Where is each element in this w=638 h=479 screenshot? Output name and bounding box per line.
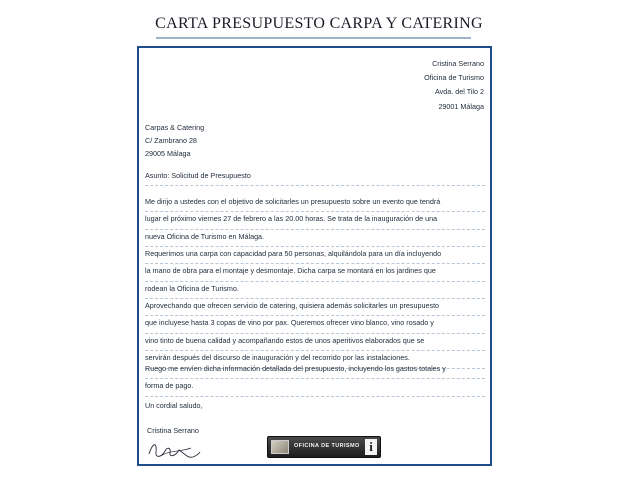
- page-title: CARTA PRESUPUESTO CARPA Y CATERING: [155, 15, 483, 32]
- paragraph-4: [145, 362, 485, 397]
- paragraph-line: rodean la Oficina de Turismo.: [145, 282, 485, 299]
- title-underline: [156, 37, 471, 39]
- paragraph-line: servirán después del discurso de inauguración y del recorrido por las instalaciones.: [145, 351, 485, 368]
- paragraph-1: [145, 195, 485, 247]
- sender-org: Oficina de Turismo: [424, 73, 484, 83]
- signature-name: Cristina Serrano: [147, 426, 199, 435]
- paragraph-line: nueva Oficina de Turismo en Málaga.: [145, 230, 485, 247]
- recipient-name: Carpas & Catering: [145, 123, 205, 132]
- closing-block: [145, 399, 485, 416]
- recipient-city: 29005 Málaga: [145, 148, 191, 158]
- paragraph-line: que incluyese hasta 3 copas de vino por pax. Queremos ofrecer vino blanco, vino rosado y: [145, 316, 485, 333]
- sender-address: [424, 57, 484, 114]
- sender-street: Avda. del Tilo 2: [434, 87, 484, 97]
- tourism-office-logo: [267, 436, 381, 458]
- closing-line: Un cordial saludo,: [145, 401, 203, 410]
- recipient-address: [145, 122, 204, 160]
- paragraph-3: [145, 299, 485, 369]
- subject-line: Asunto: Solicitud de Presupuesto: [145, 169, 485, 186]
- subject-block: [145, 169, 485, 186]
- paragraph-2: [145, 247, 485, 299]
- recipient-street: C/ Zambrano 28: [145, 135, 197, 145]
- signature-scribble: [147, 438, 202, 460]
- paragraph-line: lugar el próximo viernes 27 de febrero a las 20.00 horas. Se trata de la inauguración de una: [145, 212, 485, 229]
- letter-frame: [137, 46, 492, 466]
- paragraph-line: la mano de obra para el montaje y desmontaje. Dicha carpa se montará en los jardines que: [145, 264, 485, 281]
- paragraph-line: forma de pago.: [145, 379, 485, 396]
- paragraph-line: Me dirijo a ustedes con el objetivo de solicitarles un presupuesto sobre un evento que tendrá: [145, 195, 485, 212]
- logo-text: OFICINA DE TURISMO: [294, 443, 360, 449]
- sender-name: Cristina Serrano: [432, 59, 484, 68]
- sender-city: 29001 Málaga: [438, 101, 484, 111]
- logo-photo: [271, 440, 289, 454]
- paragraph-line: Aprovechando que ofrecen servicio de catering, quisiera además solicitarles un presupuesto: [145, 299, 485, 316]
- paragraph-line: vino tinto de buena calidad y acompañando estos de unos aperitivos elaborados que se: [145, 334, 485, 351]
- paragraph-line: Requerimos una carpa con capacidad para 50 personas, alquilándola para un día incluyendo: [145, 247, 485, 264]
- info-icon: i: [365, 439, 377, 455]
- paragraph-line: Ruego me envíen dicha información detallada del presupuesto, incluyendo los gastos totales y: [145, 362, 485, 379]
